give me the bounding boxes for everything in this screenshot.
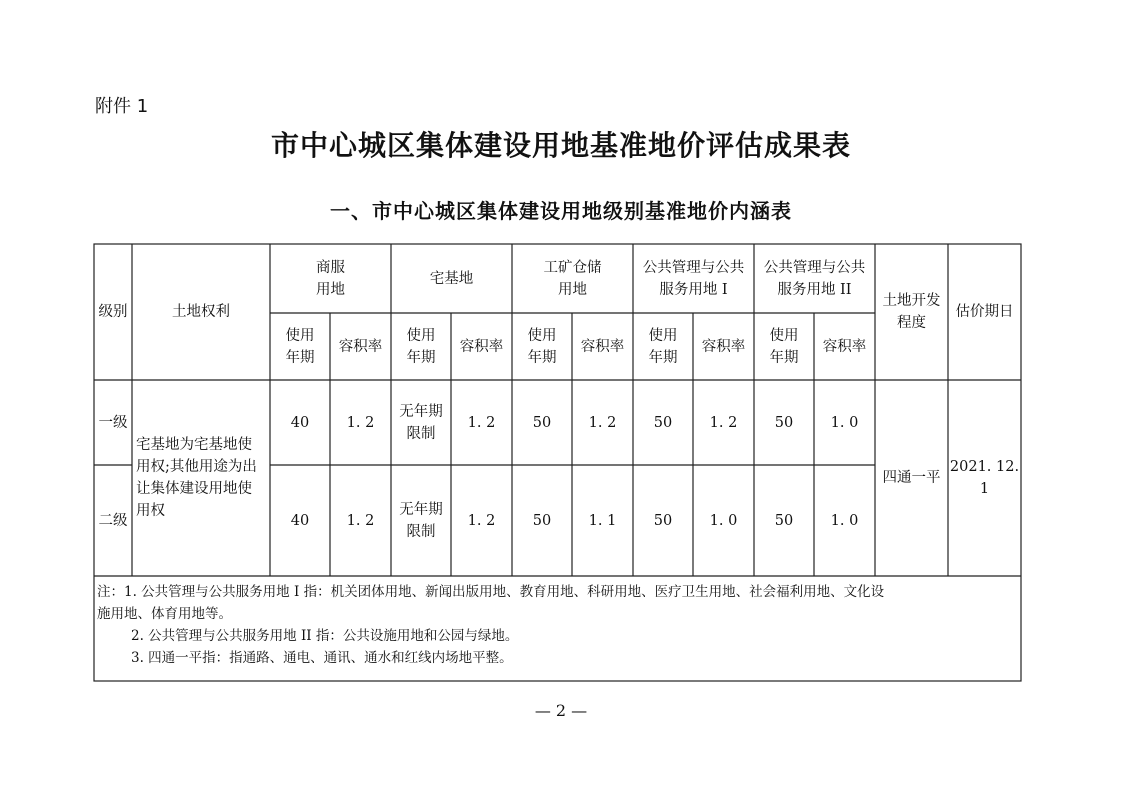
table-cell: 50 [532, 414, 552, 431]
table-cell: 无年期 限制 [399, 403, 443, 442]
header-valuation-date: 估价期日 [955, 304, 1014, 320]
subheader-term: 使用 年期 [285, 327, 315, 366]
subheader-far: 容积率 [701, 338, 746, 355]
development-level-cell: 四通一平 [882, 470, 941, 486]
subheader-term: 使用 年期 [527, 327, 557, 366]
header-level: 级别 [98, 304, 128, 320]
valuation-date-cell: 2021. 12. 1 [949, 459, 1020, 497]
header-homestead: 宅基地 [429, 270, 474, 287]
note-line: 2. 公共管理与公共服务用地 II 指：公共设施用地和公园与绿地。 [131, 628, 519, 644]
table-notes [97, 581, 1022, 669]
table-cell: 50 [774, 512, 794, 529]
document-title: 市中心城区集体建设用地基准地价评估成果表 [270, 129, 851, 162]
header-public-service-1: 公共管理与公共 服务用地 I [642, 259, 745, 298]
table-cell: 40 [290, 512, 310, 529]
subheader-far: 容积率 [822, 338, 867, 355]
table-cell: 50 [532, 512, 552, 529]
table-cell: 40 [290, 414, 310, 431]
row-level: 一级 [98, 414, 128, 431]
header-development-level: 土地开发 程度 [882, 293, 941, 331]
note-line: 施用地、体育用地等。 [97, 606, 232, 622]
table-cell: 1. 0 [830, 414, 859, 431]
table-cell: 1. 2 [588, 414, 617, 431]
table-cell: 1. 1 [588, 512, 617, 529]
note-line: 3. 四通一平指：指通路、通电、通讯、通水和红线内场地平整。 [131, 650, 513, 666]
table-cell: 50 [653, 414, 673, 431]
subheader-term: 使用 年期 [769, 327, 799, 366]
table-cell: 50 [653, 512, 673, 529]
table-cell: 无年期 限制 [399, 501, 443, 540]
table-cell: 1. 2 [467, 414, 496, 431]
subheader-far: 容积率 [459, 338, 504, 355]
table-cell: 1. 0 [709, 512, 738, 529]
table-cell: 1. 2 [346, 512, 375, 529]
table-cell: 1. 2 [346, 414, 375, 431]
page-number: — 2 — [534, 701, 588, 720]
row-level: 二级 [98, 512, 128, 529]
table-cell: 50 [774, 414, 794, 431]
subheader-term: 使用 年期 [406, 327, 436, 366]
attachment-label: 附件 1 [95, 96, 149, 117]
table-cell: 1. 2 [467, 512, 496, 529]
header-public-service-2: 公共管理与公共 服务用地 II [763, 259, 866, 298]
land-rights-cell: 宅基地为宅基地使 用权;其他用途为出 让集体建设用地使 用权 [136, 437, 257, 519]
table-cell: 1. 2 [709, 414, 738, 431]
header-commercial: 商服 用地 [316, 259, 345, 298]
subheader-far: 容积率 [338, 338, 383, 355]
subheader-term: 使用 年期 [648, 327, 678, 366]
table-cell: 1. 0 [830, 512, 859, 529]
table-subtitle: 一、市中心城区集体建设用地级别基准地价内涵表 [330, 199, 792, 223]
subheader-far: 容积率 [580, 338, 625, 355]
header-industrial: 工矿仓储 用地 [543, 259, 602, 298]
note-line: 注：1. 公共管理与公共服务用地 I 指：机关团体用地、新闻出版用地、教育用地、科研用地、医疗卫生用地、社会福利用地、文化设 [97, 584, 885, 600]
header-land-rights: 土地权利 [172, 304, 230, 320]
